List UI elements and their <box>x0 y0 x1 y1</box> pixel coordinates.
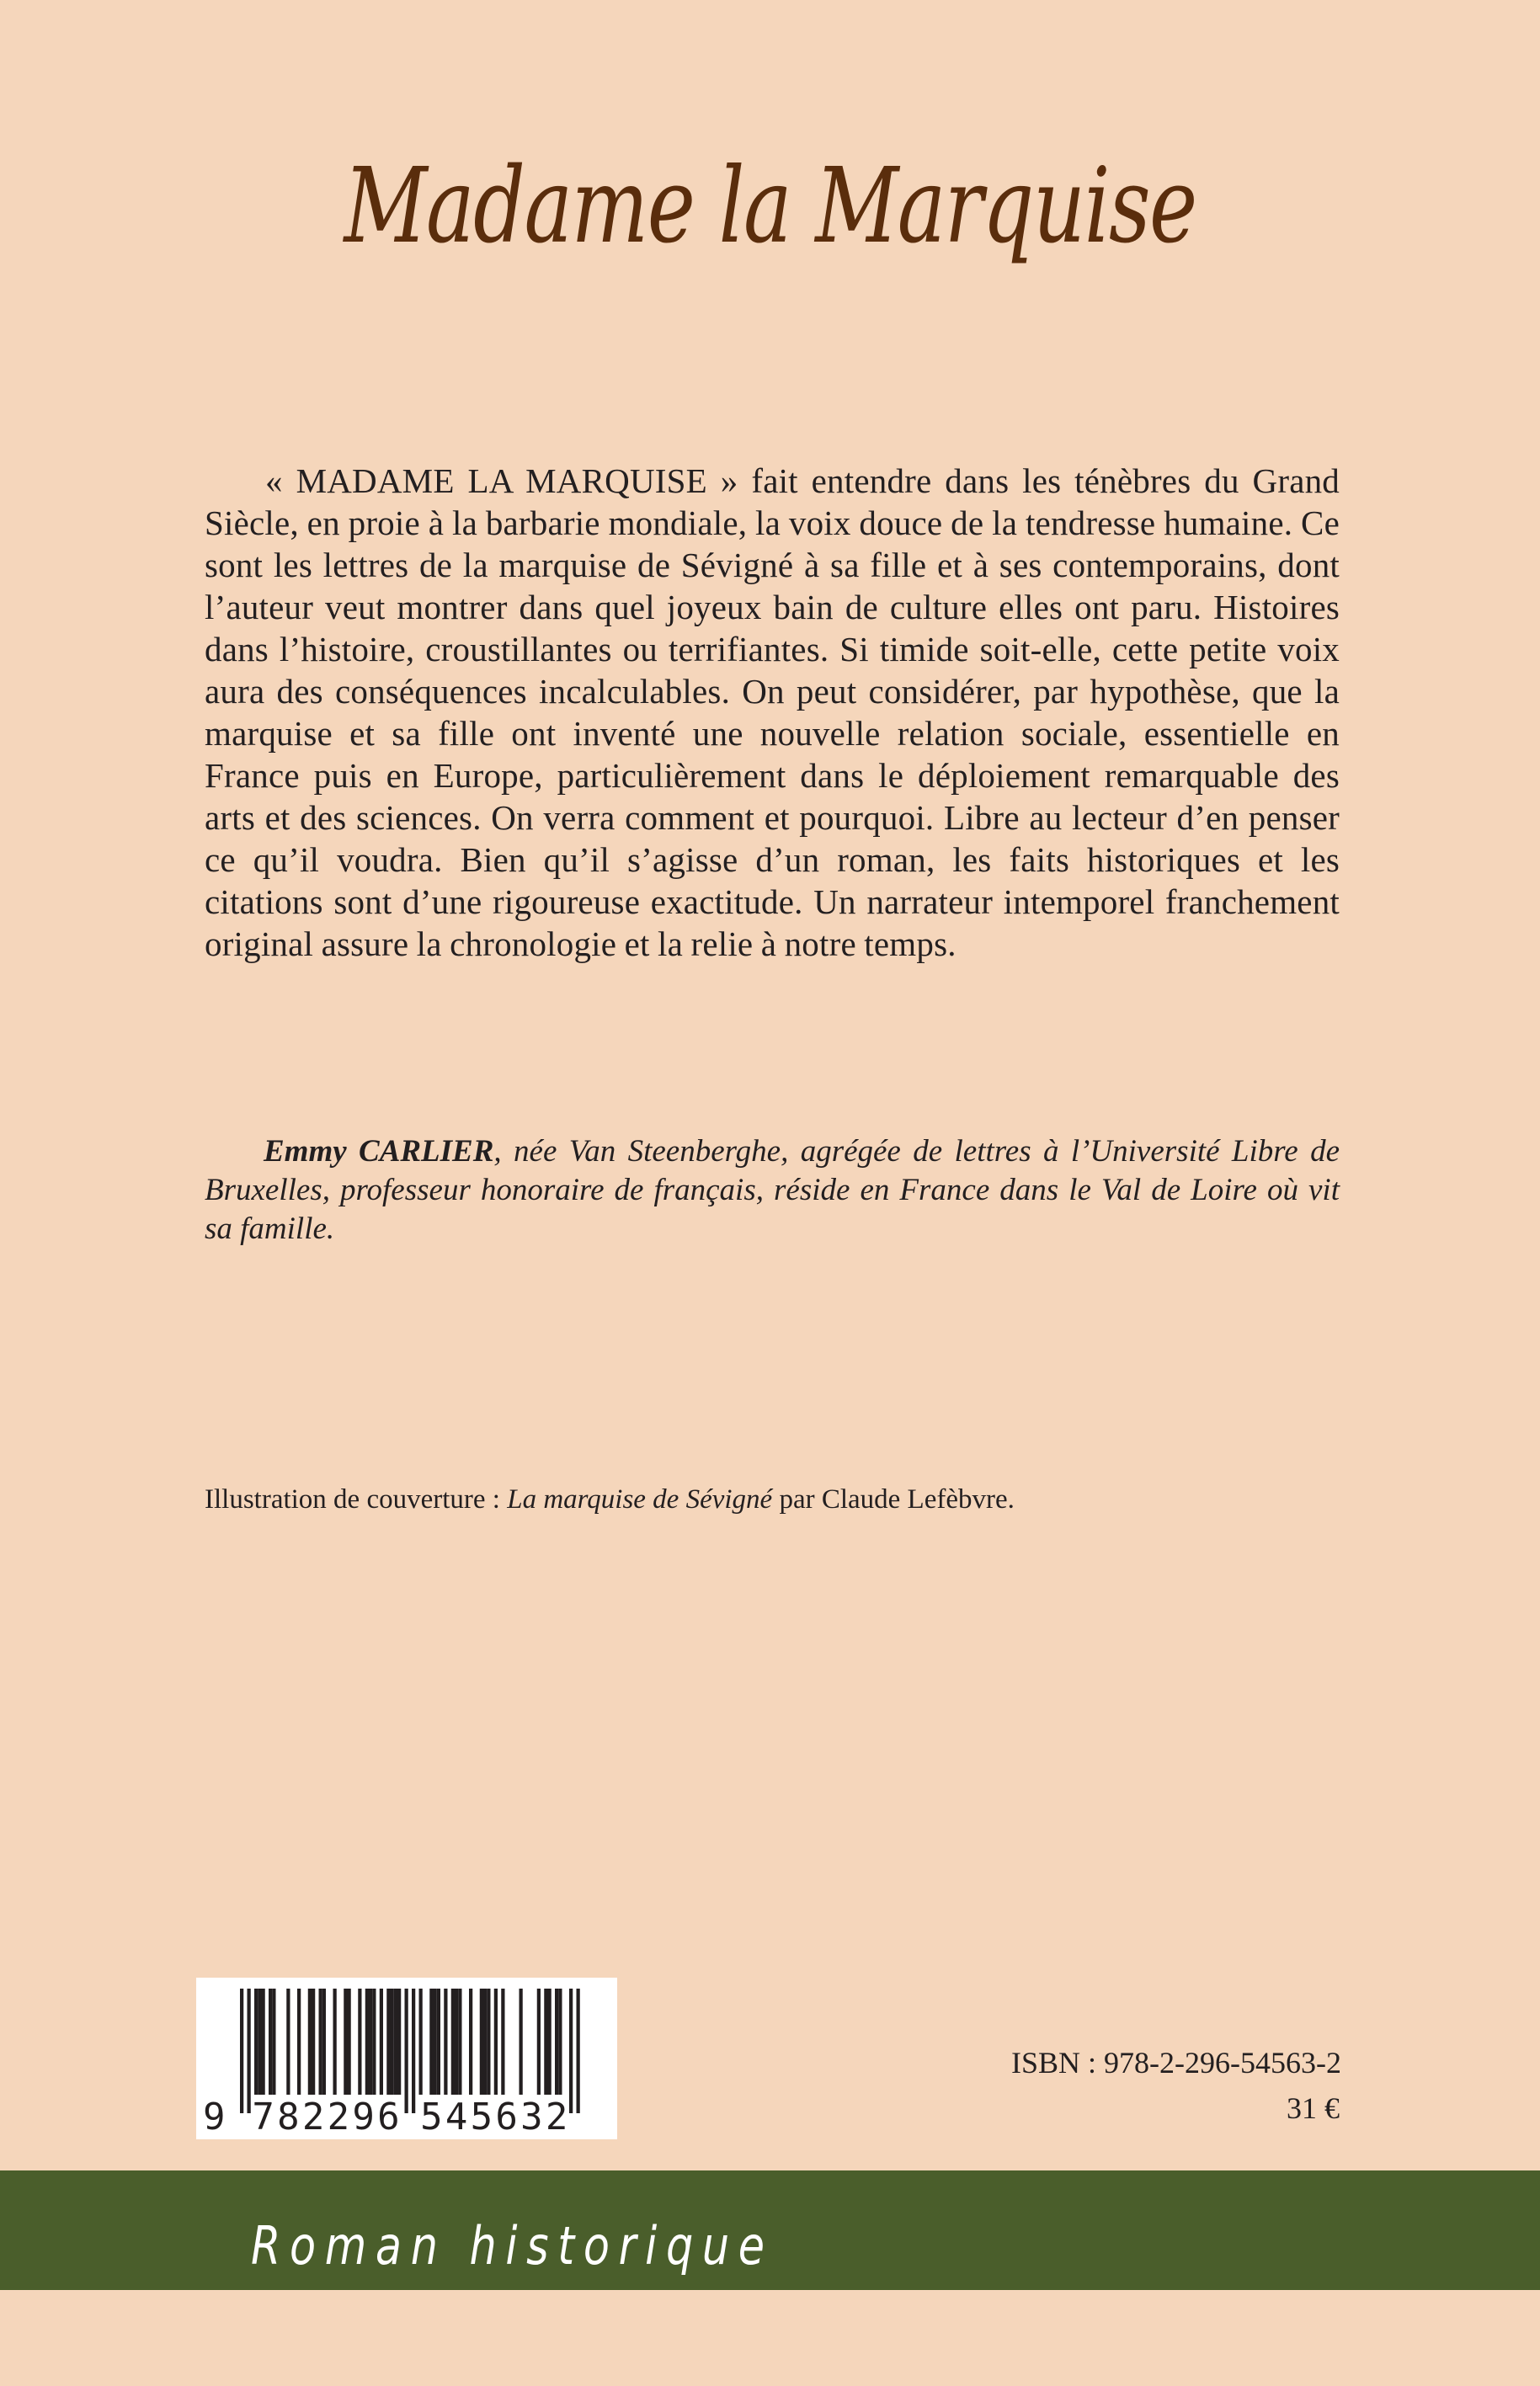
barcode <box>196 1978 617 2139</box>
svg-text:7: 7 <box>252 2096 274 2138</box>
author-bio-text: , née Van Steenberghe, agrégée de lettres à l’Université Libre de Bruxelles, professeur honoraire de français, réside en France dans le Val de Loire où vit sa famille. <box>205 1134 1340 1246</box>
svg-text:2: 2 <box>301 2096 325 2138</box>
svg-text:3: 3 <box>520 2096 543 2138</box>
svg-text:6: 6 <box>495 2096 518 2138</box>
svg-text:2: 2 <box>545 2096 568 2138</box>
genre-band <box>0 2170 1540 2290</box>
author-bio <box>205 1132 1340 1249</box>
credit-prefix: Illustration de couverture : <box>205 1484 508 1515</box>
credit-suffix: par Claude Lefèbvre. <box>772 1484 1015 1515</box>
book-title: Madame la Marquise <box>344 146 1196 267</box>
author-name: Emmy CARLIER <box>264 1134 494 1169</box>
barcode-icon <box>196 1978 617 2139</box>
blurb-paragraph: « MADAME LA MARQUISE » fait entendre dans les ténèbres du Grand Siècle, en proie à la barbarie mondiale, la voix douce de la tendresse humaine. Ce sont les lettres de la marquise de Sévigné à sa fille et à ses contemporains, dont l’auteur veut montrer dans quel joyeux bain de culture elles ont paru. Histoires dans l’histoire, croustillantes ou terrifiantes. Si timide soit-elle, cette petite voix aura des conséquences incalculables. On peut considérer, par hypothèse, que la marquise et sa fille ont inventé une nouvelle relation sociale, essentielle en France puis en Europe, particulièrement dans le déploiement remarquable des arts et des sciences. On verra comment et pourquoi. Libre au lecteur d’en penser ce qu’il voudra. Bien qu’il s’agisse d’un roman, les faits historiques et les citations sont d’une rigoureuse exactitude. Un narrateur intemporel franchement original assure la chronologie et la relie à notre temps. <box>205 461 1340 963</box>
svg-text:9: 9 <box>352 2096 375 2138</box>
price: 31 € <box>1287 2091 1340 2125</box>
cover-illustration-credit <box>205 1482 1015 1517</box>
svg-text:5: 5 <box>470 2096 493 2138</box>
svg-text:2: 2 <box>327 2096 350 2138</box>
credit-work-title: La marquise de Sévigné <box>507 1484 773 1515</box>
svg-text:5: 5 <box>420 2096 443 2138</box>
svg-text:8: 8 <box>277 2096 300 2138</box>
svg-text:6: 6 <box>377 2096 400 2138</box>
svg-text:9: 9 <box>203 2096 226 2138</box>
genre-label: Roman historique <box>251 2215 774 2277</box>
isbn-number: ISBN : 978-2-296-54563-2 <box>1011 2046 1341 2080</box>
svg-text:4: 4 <box>445 2096 468 2138</box>
